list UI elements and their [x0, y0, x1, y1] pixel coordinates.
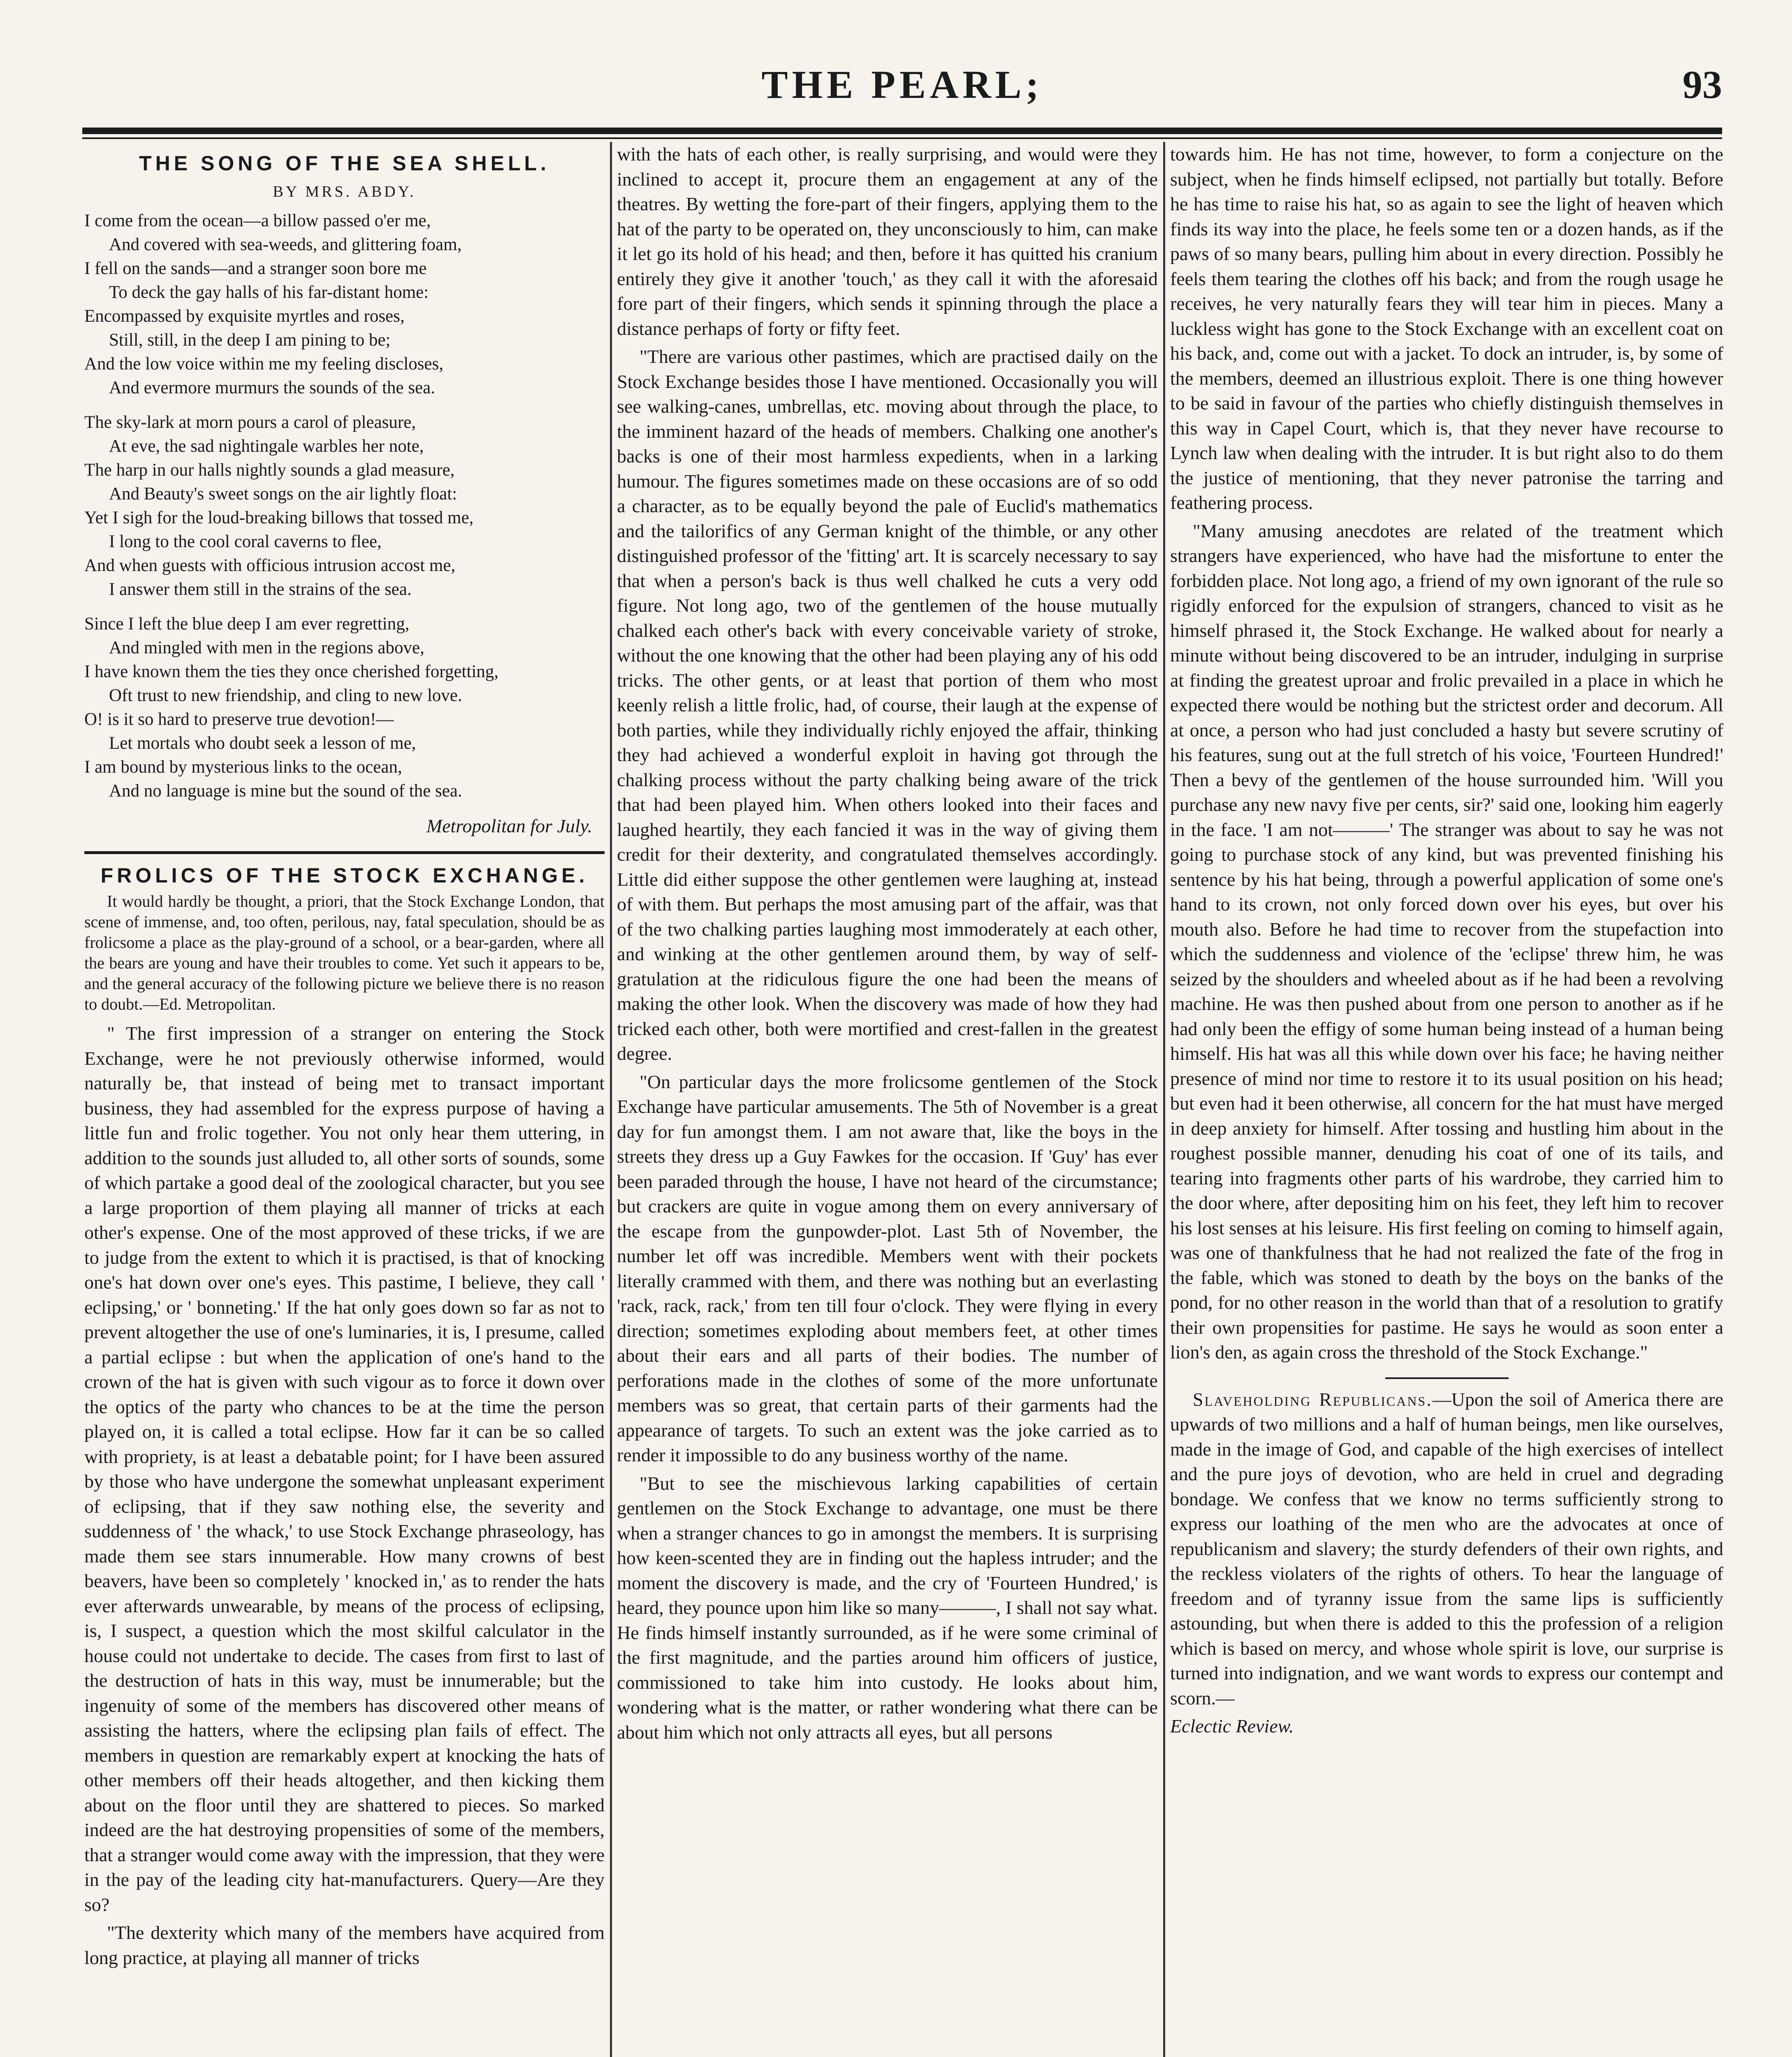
- article-paragraph: "On particular days the more frolicsome gentlemen of the Stock Exchange have particular amusements. The 5th of November is a great day for fun amongst them. I am not aware that, like the boys in the streets they dress up a Guy Fawkes for the occasion. If 'Guy' has ever been paraded through the house, I have not heard of the circumstance; but crackers are quite in vogue among them on every anniversary of the escape from the gunpowder-plot. Last 5th of November, the number let off was incredible. Members went with their pockets literally crammed with them, and there was nothing but an everlasting 'rack, rack, rack,' from ten till four o'clock. They were flying in every direction; sometimes exploding about members feet, at other times about their ears and all parts of their bodies. The number of perforations made in the clothes of some of the more unfortunate members was so great, that certain parts of their garments had the appearance of targets. To such an extent was the joke carried as to render it impossible to do any business worthy of the name.: [617, 1071, 1158, 1465]
- poem-line: Since I left the blue deep I am ever regretting,: [84, 614, 410, 634]
- article-paragraph: towards him. He has not time, however, to form a conjecture on the subject, when he finds himself eclipsed, not partially but totally. Before he has time to raise his hat, so as again to see the light of heaven which finds its way into the place, he feels some ten or a dozen hands, as if the paws of so many bears, pulling him about in every direction. Possibly he feels them tearing the clothes off his back; and from the rough usage he receives, he very naturally fears they will tear him in pieces. Many a luckless wight has gone to the Stock Exchange with an excellent coat on his back, and, come out with a jacket. To dock an intruder, is, by some of the members, deemed an illustrious exploit. There is one thing however to be said in favour of the parties who chiefly distinguish themselves in this way in Capel Court, which is, that they never have recourse to Lynch law when dealing with the intruder. It is but right also to do them the justice of mentioning, that they never patronise the tarring and feathering process.: [1170, 144, 1723, 513]
- slaveholding-heading: Slaveholding Republicans.: [1193, 1388, 1433, 1410]
- poem-source: Metropolitan for July.: [426, 815, 592, 836]
- poem-line: And evermore murmurs the sounds of the sea.: [109, 378, 435, 397]
- section-divider: [84, 851, 605, 854]
- poem-line: And the low voice within me my feeling discloses,: [84, 354, 443, 374]
- poem-line: I have known them the ties they once cherished forgetting,: [84, 662, 499, 681]
- page-number: 93: [1683, 63, 1722, 107]
- poem-line: I come from the ocean—a billow passed o'er me,: [84, 211, 431, 230]
- poem-line: And no language is mine but the sound of the sea.: [109, 781, 462, 801]
- poem-stanza: [84, 411, 605, 601]
- column-2: [617, 142, 1158, 2057]
- poem-line: I fell on the sands—and a stranger soon bore me: [84, 259, 427, 278]
- poem-body: [84, 209, 605, 803]
- column-3: [1170, 142, 1723, 2057]
- article-title: FROLICS OF THE STOCK EXCHANGE.: [100, 864, 589, 887]
- poem-line: Let mortals who doubt seek a lesson of me,: [109, 734, 416, 753]
- masthead-rule: [82, 128, 1722, 134]
- poem-title: THE SONG OF THE SEA SHELL.: [139, 152, 550, 175]
- masthead-title: THE PEARL;: [761, 63, 1043, 107]
- column-rule: [1163, 142, 1165, 2057]
- masthead-rule-thin: [82, 137, 1722, 139]
- poem-line: Yet I sigh for the loud-breaking billows that tossed me,: [84, 508, 474, 527]
- poem-line: To deck the gay halls of his far-distant home:: [109, 283, 429, 302]
- article-paragraph: "But to see the mischievous larking capabilities of certain gentlemen on the Stock Exchange to advantage, one must be there when a stranger chances to go in amongst the members. It is surprising how keen-scented they are in finding out the hapless intruder; and the moment the discovery is made, and the cry of 'Fourteen Hundred,' is heard, they pounce upon him like so many———, I shall not say what. He finds himself instantly surrounded, as if he were some criminal of the first magnitude, and the parties around him officers of justice, commissioned to take him into custody. He looks about him, wondering what is the matter, or rather wondering what there can be about him which not only attracts all eyes, but all persons: [617, 1472, 1158, 1743]
- masthead: [82, 62, 1722, 123]
- poem-line: Encompassed by exquisite myrtles and roses,: [84, 306, 405, 326]
- section-divider: [1385, 1377, 1509, 1379]
- poem-line: And mingled with men in the regions above,: [109, 638, 424, 657]
- article-paragraph: with the hats of each other, is really surprising, and would were they inclined to accept it, procure them an engagement at any of the theatres. By wetting the fore-part of their fingers, applying them to the hat of the party to be operated on, they unconsciously to him, can make it let go its hold of his head; and then, before it has quitted his cranium entirely they give it another 'touch,' as they call it with the aforesaid fore part of their fingers, which sends it spinning through the place a distance perhaps of forty or fifty feet.: [617, 144, 1158, 339]
- slaveholding-paragraph: [1170, 1387, 1723, 1711]
- poem-line: And when guests with officious intrusion accost me,: [84, 556, 456, 575]
- poem-line: I answer them still in the strains of the sea.: [109, 580, 412, 599]
- article-paragraph: "The dexterity which many of the members have acquired from long practice, at playing all manner of tricks: [84, 1922, 605, 1968]
- poem-line: The sky-lark at morn pours a carol of pleasure,: [84, 413, 416, 432]
- poem-stanza: [84, 209, 605, 400]
- article-paragraph: "There are various other pastimes, which are practised daily on the Stock Exchange besides those I have mentioned. Occasionally you will see walking-canes, umbrellas, etc. moving about through the place, to the imminent hazard of the heads of members. Chalking one another's backs is one of their most harmless expedients, when in a larking humour. The figures sometimes made on these occasions are of so odd a character, as to be equally beyond the pale of Euclid's mathematics and the tailorifics of any German knight of the thimble, or any other distinguished professor of the 'fitting' art. It is scarcely necessary to say that when a person's back is thus well chalked he cuts a very odd figure. Not long ago, two of the gentlemen of the house mutually chalked each other's back with every conceivable variety of stroke, without the one knowing that the other had been playing any of his odd tricks. The other gents, or at least that portion of them who most keenly relish a little frolic, had, of course, their laugh at the expense of both parties, while they individually richly enjoyed the affair, thinking they had achieved a wonderful exploit in having got through the chalking process without the party chalking being aware of the trick that had been played him. When others looked into their faces and laughed heartily, they each fancied it was in the way of giving them credit for their dexterity, and congratulated themselves accordingly. Little did either suppose the other gentlemen were laughing at, instead of with them. But perhaps the most amusing part of the affair, was that of the two chalking parties laughing most immoderately at each other, and winking at the other gentlemen around them, by way of self-gratulation at the ridiculous figure the one had been the means of making the other look. When the discovery was made of how they had tricked each other, both were mortified and crest-fallen in the greatest degree.: [617, 346, 1158, 1064]
- poem-line: I long to the cool coral caverns to flee,: [109, 532, 382, 551]
- column-rule: [610, 142, 612, 2057]
- article-intro: It would hardly be thought, a priori, that the Stock Exchange London, that scene of immense, and, too often, perilous, nay, fatal speculation, should be as frolicsome a place as the play-ground of a school, or a bear-garden, where all the bears are young and have their troubles to come. Yet such it appears to be, and the general accuracy of the following picture we believe there is no reason to doubt.—Ed. Metropolitan.: [84, 892, 605, 1013]
- poem-line: And covered with sea-weeds, and glittering foam,: [109, 235, 462, 254]
- slaveholding-source: Eclectic Review.: [1170, 1716, 1294, 1737]
- column-1: [84, 142, 605, 2057]
- slaveholding-text: —Upon the soil of America there are upwards of two millions and a half of human beings, men like ourselves, made in the image of God, and capable of the high exercises of intellect and the pure joys of devotion, who are held in cruel and degrading bondage. We confess that we know no terms sufficiently strong to express our loathing of the men who are the advocates at once of republicanism and slavery; the sturdy defenders of their own rights, and the reckless violaters of the rights of others. To hear the language of freedom and of tyranny issue from the same lips is sufficiently astounding, but when there is added to this the profession of a religion which is based on mercy, and whose whole spirit is love, our surprise is turned into indignation, and we want words to express our contempt and scorn.—: [1170, 1388, 1723, 1709]
- article-paragraph: " The first impression of a stranger on entering the Stock Exchange, were he not previously otherwise informed, would naturally be, that instead of being met to transact important business, they had assembled for the express purpose of having a little fun and frolic together. You not only hear them uttering, in addition to the sounds just alluded to, all other sorts of sounds, some of which partake a good deal of the zoological character, but you see a large proportion of them playing all manner of tricks at each other's expense. One of the most approved of these tricks, if we are to judge from the extent to which it is practised, is that of knocking one's hat down over one's eyes. This pastime, I believe, they call ' eclipsing,' or ' bonneting.' If the hat only goes down so far as not to prevent altogether the use of one's luminaries, it is, I presume, called a partial eclipse : but when the application of one's hand to the crown of the hat is given with such vigour as to force it down over the optics of the party who chances to be at the time the person played on, it is called a total eclipse. How far it can be so called with propriety, is at least a debatable point; for I have been assured by those who have undergone the somewhat unpleasant experiment of eclipsing, that if they saw nothing else, the severity and suddenness of ' the whack,' to use Stock Exchange phraseology, has made them see stars innumerable. How many crowns of best beavers, have been so completely ' knocked in,' as to render the hats ever afterwards unwearable, by means of the process of eclipsing, is, I suspect, a question which the most skilful calculator in the house could not undertake to decide. The cases from first to last of the destruction of hats in this way, must be innumerable; but the ingenuity of some of the members has discovered other means of assisting the hatters, where the eclipsing plan fails of effect. The members in question are remarkably expert at knocking the hats of other members off their heads altogether, and then kicking them about on the floor until they are shattered to pieces. So marked indeed are the hat destroying propensities of some of the members, that a stranger would come away with the impression, that they were in the pay of the leading city hat-manufacturers. Query—Are they so?: [84, 1023, 605, 1915]
- poem-line: The harp in our halls nightly sounds a glad measure,: [84, 460, 455, 480]
- poem-line: At eve, the sad nightingale warbles her note,: [109, 436, 424, 456]
- poem-stanza: [84, 612, 605, 803]
- poem-line: Still, still, in the deep I am pining to be;: [109, 330, 391, 350]
- poem-line: O! is it so hard to preserve true devotion!—: [84, 710, 394, 729]
- poem-line: I am bound by mysterious links to the ocean,: [84, 757, 402, 777]
- article-paragraph: "Many amusing anecdotes are related of the treatment which strangers have experienced, who have had the misfortune to enter the forbidden place. Not long ago, a friend of my own ignorant of the rule so rigidly enforced for the expulsion of strangers, chanced to visit as he himself phrased it, the Stock Exchange. He walked about for nearly a minute without being discovered to be an intruder, indulging in surprise at finding the greatest uproar and frolic prevailed in a place in which he expected there would be nothing but the strictest order and decorum. All at once, a person who had just concluded a hasty but severe scrutiny of his features, sung out at the full stretch of his voice, 'Fourteen Hundred!' Then a bevy of the gentlemen of the house surrounded him. 'Will you purchase any new navy five per cents, sir?' said one, looking him eagerly in the face. 'I am not———' The stranger was about to say he was not going to purchase stock of any kind, but was prevented finishing his sentence by his hat being, through a powerful application of some one's hand to its crown, not only forced down over his eyes, but over his mouth also. Before he had time to recover from the stupefaction into which the suddenness and violence of the 'eclipse' threw him, he was seized by the shoulders and wheeled about as if he had been a revolving machine. He was then pushed about from one person to another as if he had only been the effigy of some human being instead of a human being himself. His hat was all this while down over his face; he having neither presence of mind nor time to restore it to its usual position on his head; but even had it been otherwise, all concern for the hat must have merged in deep anxiety for himself. After tossing and hustling him about in the roughest possible manner, denuding his coat of one of its tails, and tearing into fragments other parts of his wardrobe, they carried him to the door where, after depositing him on his feet, they left him to recover his lost senses at his leisure. His first feeling on coming to himself again, was one of thankfulness that he had not realized the fate of the frog in the fable, which was stoned to death by the boys on the banks of the pond, for no other reason in the world than that of a resolution to gratify their own propensities for pastime. He says he would as soon enter a lion's den, as again cross the threshold of the Stock Exchange.": [1170, 520, 1723, 1363]
- poem-byline: BY MRS. ABDY.: [273, 183, 416, 200]
- poem-line: Oft trust to new friendship, and cling to new love.: [109, 686, 462, 705]
- poem-line: And Beauty's sweet songs on the air lightly float:: [109, 484, 457, 504]
